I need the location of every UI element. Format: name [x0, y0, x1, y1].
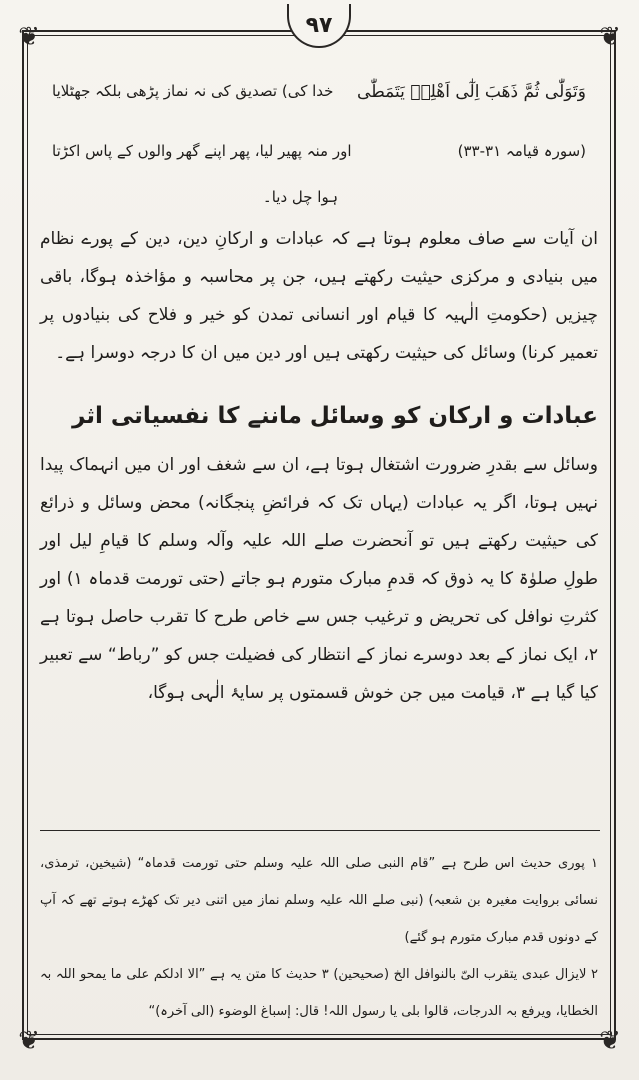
page-number: ۹۷: [305, 12, 333, 38]
footnote-divider: [40, 830, 600, 831]
verse-translation-line-3: ہوا چل دیا۔: [262, 188, 338, 206]
corner-ornament-icon: ❦: [599, 22, 621, 52]
page-content: [40, 70, 598, 712]
verse-translation-line-2: اور منہ پھیر لیا، پھر اپنے گھر والوں کے پاس اکڑتا: [52, 142, 352, 160]
verse-reference: (سورہ قیامہ ۳۱-۳۳): [457, 142, 586, 160]
section-heading: عبادات و ارکان کو وسائل ماننے کا نفسیاتی اثر: [72, 403, 598, 429]
paragraph-1: ان آیات سے صاف معلوم ہوتا ہے کہ عبادات و ارکانِ دین، دین کے پورے نظام میں بنیادی و مرکزی حیثیت رکھتے ہیں، جن پر محاسبہ و مؤاخذہ ہوگا، باقی چیزیں (حکومتِ الٰہیہ کا قیام اور انسانی تمدن کو خیر و فلاح کی بنیادوں پر تعمیر کرنا) وسائل کی حیثیت رکھتی ہیں اور دین میں ان کا درجہ دوسرا ہے۔: [40, 229, 598, 363]
corner-ornament-icon: ❦: [18, 1026, 40, 1056]
footnote-2: ٢ لایزال عبدی یتقرب الیّ بالنوافل الخ (صحیحین) ٣ حدیث کا متن یہ ہے ”الا ادلکم علی ما یمحو اللہ بہ الخطایا، ویرفع بہ الدرجات، قالوا بلی یا رسول اللہ! قال: إسباغ الوضوء (الی آخرہ)“: [40, 967, 598, 1019]
paragraph-2: وسائل سے بقدرِ ضرورت اشتغال ہوتا ہے، ان سے شغف اور ان میں انہماک پیدا نہیں ہوتا، اگر یہ عبادات (یہاں تک کہ فرائضِ پنجگانہ) محض وسائل و ذرائع کی حیثیت رکھتے ہیں تو آنحضرت صلے اللہ علیہ وآلہ وسلم کا قیامِ لیل اور طولِ صلوٰۃ کا یہ ذوق کہ قدمِ مبارک متورم ہو جاتے (حتی تورمت قدماہ ١) اور کثرتِ نوافل کی تحریض و ترغیب جس سے خاص طرح کا تقرب حاصل ہوتا ہے ٢، ایک نماز کے بعد دوسرے نماز کے انتظار کی فضیلت جس کو ”رباط“ سے تعبیر کیا گیا ہے ٣، قیامت میں جن خوش قسمتوں پر سایۂ الٰہی ہوگا،: [40, 455, 598, 703]
corner-ornament-icon: ❦: [599, 1026, 621, 1056]
verse-translation-line-1: خدا کی) تصدیق کی نہ نماز پڑھی بلکہ جھٹلایا: [52, 82, 334, 100]
corner-ornament-icon: ❦: [18, 22, 40, 52]
footnote-1: ١ پوری حدیث اس طرح ہے ”قام النبی صلی اللہ علیہ وسلم حتی تورمت قدماہ“ (شیخین، ترمذی، نسائی بروایت مغیرہ بن شعبہ) (نبی صلے اللہ علیہ وسلم نماز میں اتنی دیر تک کھڑے ہوتے تھے کہ آپ کے دونوں قدم مبارک متورم ہو گئے): [40, 856, 598, 945]
verse-block: [40, 70, 598, 220]
verse-arabic: وَتَوَلّٰى ثُمَّ ذَهَبَ اِلٰٓى اَهْلِهٖ يَتَمَطّٰى: [357, 82, 586, 102]
footnotes: [40, 845, 598, 1030]
